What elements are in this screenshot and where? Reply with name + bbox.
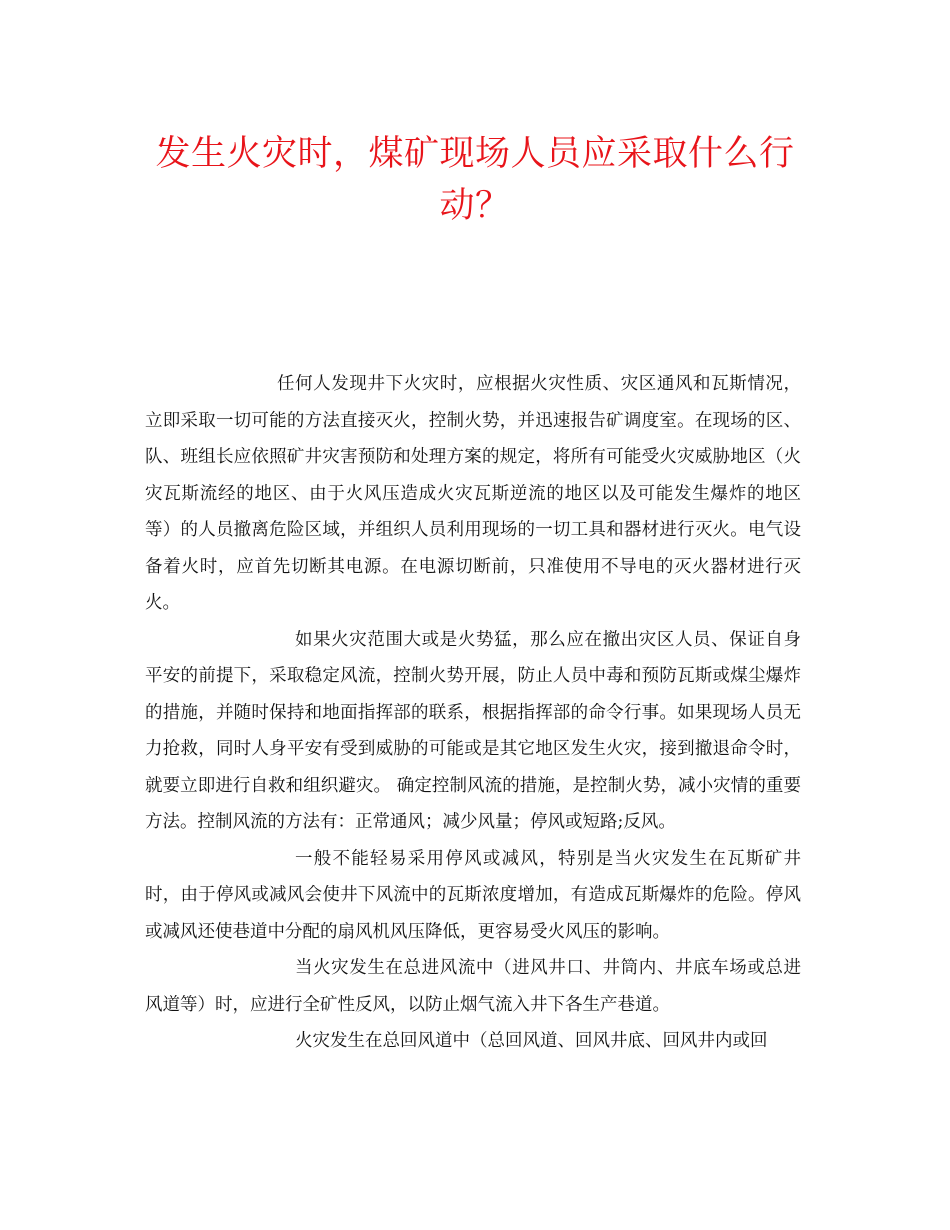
paragraph-3: 一般不能轻易采用停风或减风，特别是当火灾发生在瓦斯矿井时，由于停风或减风会使井下风流中的瓦斯浓度增加，有造成瓦斯爆炸的危险。停风或减风还使巷道中分配的扇风机风压降低，更容易受火风压的影响。 <box>145 848 801 942</box>
document-body <box>145 366 801 1060</box>
paragraph-2: 如果火灾范围大或是火势猛，那么应在撤出灾区人员、保证自身平安的前提下，采取稳定风流，控制火势开展，防止人员中毒和预防瓦斯或煤尘爆炸的措施，并随时保持和地面指挥部的联系，根据指挥部的命令行事。如果现场人员无力抢救，同时人身平安有受到威胁的可能或是其它地区发生火灾，接到撤退命令时，就要立即进行自救和组织避灾。 确定控制风流的措施，是控制火势，减小灾情的重要方法。控制风流的方法有：正常通风；减少风量；停风或短路;反风。 <box>145 629 801 832</box>
paragraph-5: 火灾发生在总回风道中（总回风道、回风井底、回风井内或回 <box>295 1031 768 1051</box>
document-title: 发生火灾时，煤矿现场人员应采取什么行动？ <box>155 134 795 226</box>
paragraph-4: 当火灾发生在总进风流中（进风井口、井筒内、井底车场或总进风道等）时，应进行全矿性反风，以防止烟气流入井下各生产巷道。 <box>145 958 801 1015</box>
paragraph-1: 任何人发现井下火灾时，应根据火灾性质、灾区通风和瓦斯情况，立即采取一切可能的方法直接灭火，控制火势，并迅速报告矿调度室。在现场的区、队、班组长应依照矿井灾害预防和处理方案的规定，将所有可能受火灾威胁地区（火灾瓦斯流经的地区、由于火风压造成火灾瓦斯逆流的地区以及可能发生爆炸的地区等）的人员撤离危险区域，并组织人员利用现场的一切工具和器材进行灭火。电气设备着火时，应首先切断其电源。在电源切断前，只准使用不导电的灭火器材进行灭火。 <box>145 374 801 613</box>
